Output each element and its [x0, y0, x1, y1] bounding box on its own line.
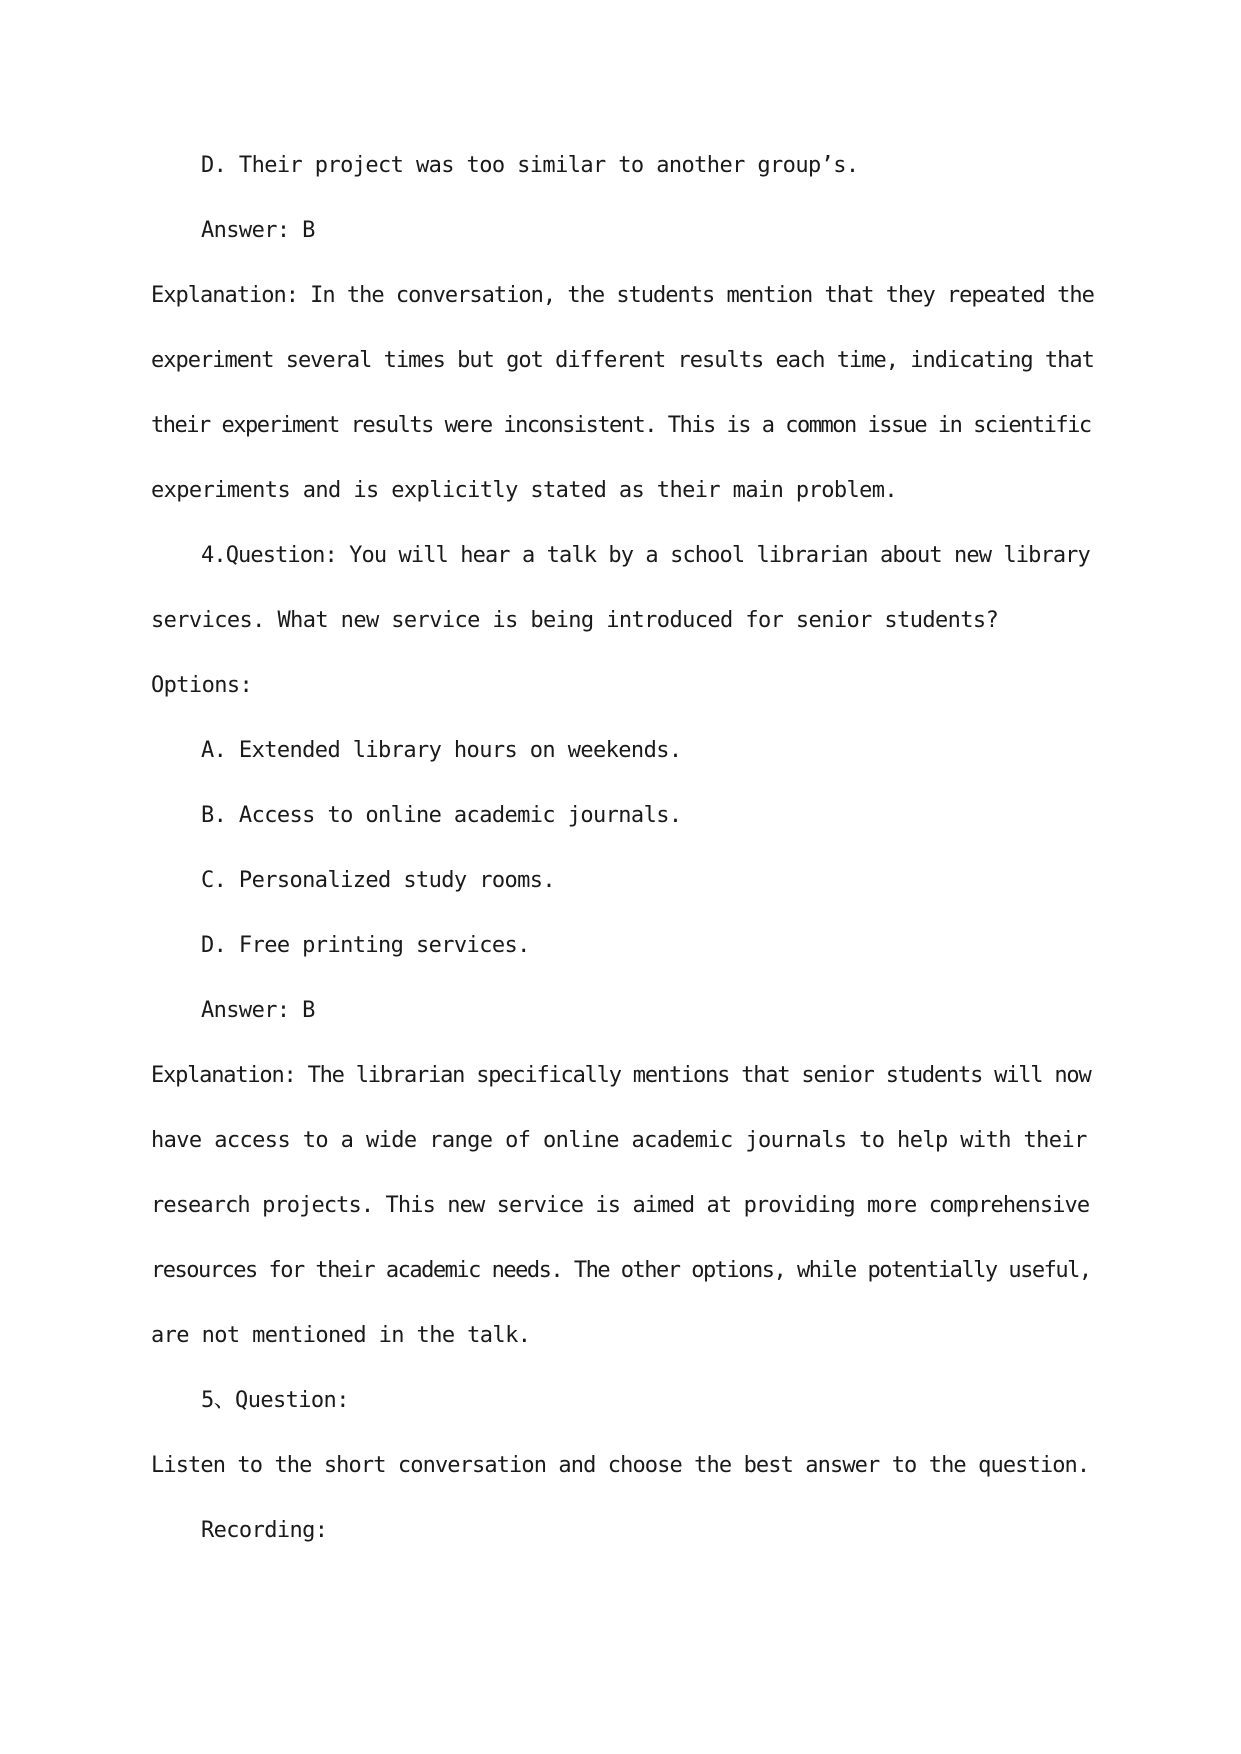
- q4-explanation-line-4: resources for their academic needs. The other options, while potentially useful,: [151, 1258, 1091, 1283]
- q3-explanation-line-2: experiment several times but got different results each time, indicating that: [151, 348, 1094, 373]
- q3-explanation-line-4: experiments and is explicitly stated as their main problem.: [151, 478, 898, 503]
- q4-option-b: B. Access to online academic journals.: [201, 803, 682, 828]
- q3-option-d: D. Their project was too similar to another group’s.: [201, 153, 859, 178]
- q3-answer: Answer: B: [201, 218, 315, 243]
- q4-option-c: C. Personalized study rooms.: [201, 868, 556, 893]
- q4-explanation-line-1: Explanation: The librarian specifically mentions that senior students will now: [151, 1063, 1091, 1088]
- q4-question-line-1: 4.Question: You will hear a talk by a school librarian about new library: [201, 543, 1090, 568]
- q4-question-line-2: services. What new service is being introduced for senior students?: [151, 608, 999, 633]
- q4-explanation-line-5: are not mentioned in the talk.: [151, 1323, 531, 1348]
- document-body: [151, 146, 1095, 1576]
- q4-explanation-line-2: have access to a wide range of online academic journals to help with their: [151, 1128, 1087, 1153]
- q4-answer: Answer: B: [201, 998, 315, 1023]
- q5-question: 5、Question:: [201, 1388, 349, 1413]
- q4-option-d: D. Free printing services.: [201, 933, 530, 958]
- q3-explanation-line-1: Explanation: In the conversation, the students mention that they repeated the: [151, 283, 1094, 308]
- q3-explanation-line-3: their experiment results were inconsistent. This is a common issue in scientific: [151, 413, 1091, 438]
- q5-recording-label: Recording:: [201, 1518, 328, 1543]
- q5-instruction: Listen to the short conversation and choose the best answer to the question.: [151, 1453, 1090, 1478]
- q4-option-a: A. Extended library hours on weekends.: [201, 738, 682, 763]
- q4-explanation-line-3: research projects. This new service is aimed at providing more comprehensive: [151, 1193, 1090, 1218]
- q4-options-label: Options:: [151, 673, 253, 698]
